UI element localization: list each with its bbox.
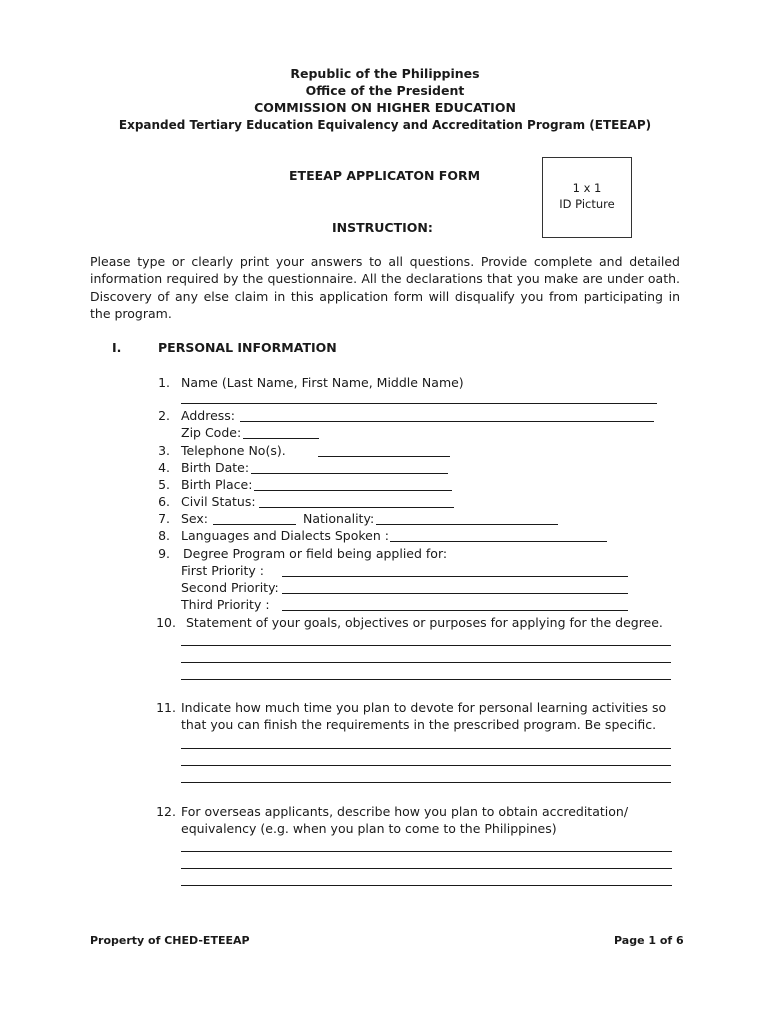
civil-status-label: Civil Status:: [181, 494, 256, 509]
item-number: 3.: [158, 443, 170, 458]
overseas-label-line1: For overseas applicants, describe how you plan to obtain accreditation/: [181, 804, 629, 819]
third-priority-label: Third Priority :: [181, 597, 270, 612]
section-roman: I.: [112, 340, 122, 355]
birth-date-label: Birth Date:: [181, 460, 250, 475]
form-title: ETEEAP APPLICATON FORM: [289, 168, 481, 183]
item-number: 11.: [156, 700, 176, 715]
footer-page-number: Page 1 of 6: [614, 934, 684, 947]
statement-field-line[interactable]: [181, 662, 671, 663]
statement-field-line[interactable]: [181, 679, 671, 680]
sex-label: Sex:: [181, 511, 209, 526]
birth-date-field[interactable]: [251, 473, 448, 474]
telephone-field[interactable]: [318, 456, 450, 457]
name-field[interactable]: [181, 403, 657, 404]
zip-label: Zip Code:: [181, 425, 242, 440]
time-label-line1: Indicate how much time you plan to devote for personal learning activities so: [181, 700, 667, 715]
header-republic: Republic of the Philippines: [290, 66, 480, 81]
telephone-label: Telephone No(s).: [181, 443, 286, 458]
overseas-field-line[interactable]: [181, 868, 672, 869]
header-commission: COMMISSION ON HIGHER EDUCATION: [254, 100, 516, 115]
item-number: 5.: [158, 477, 170, 492]
first-priority-field[interactable]: [282, 576, 628, 577]
address-field[interactable]: [240, 421, 654, 422]
overseas-label-line2: equivalency (e.g. when you plan to come to the Philippines): [181, 821, 557, 836]
degree-label: Degree Program or field being applied for:: [183, 546, 448, 561]
address-label: Address:: [181, 408, 235, 423]
second-priority-field[interactable]: [282, 593, 628, 594]
id-picture-size: 1 x 1: [572, 181, 602, 195]
item-number: 12.: [156, 804, 176, 819]
instruction-text: Please type or clearly print your answers to all questions. Provide complete and detailed information required by the questionnaire. All the declarations that you make are under oath. Discovery of any else claim in this application form will disqualify you from participating in the program.: [90, 254, 680, 321]
section-title: PERSONAL INFORMATION: [158, 340, 337, 355]
item-number: 6.: [158, 494, 170, 509]
item-number: 4.: [158, 460, 170, 475]
time-label-line2: that you can finish the requirements in the prescribed program. Be specific.: [181, 717, 657, 732]
birth-place-label: Birth Place:: [181, 477, 253, 492]
item-number: 9.: [158, 546, 170, 561]
footer-property: Property of CHED-ETEEAP: [90, 934, 250, 947]
item-number: 2.: [158, 408, 170, 423]
nationality-label: Nationality:: [303, 511, 375, 526]
zip-field[interactable]: [243, 438, 319, 439]
time-field-line[interactable]: [181, 748, 671, 749]
time-field-line[interactable]: [181, 765, 671, 766]
item-number: 1.: [158, 375, 170, 390]
languages-label: Languages and Dialects Spoken :: [181, 528, 389, 543]
second-priority-label: Second Priority:: [181, 580, 279, 595]
statement-field-line[interactable]: [181, 645, 671, 646]
statement-label: Statement of your goals, objectives or purposes for applying for the degree.: [186, 615, 663, 630]
item-number: 7.: [158, 511, 170, 526]
first-priority-label: First Priority :: [181, 563, 264, 578]
languages-field[interactable]: [390, 541, 607, 542]
third-priority-field[interactable]: [282, 610, 628, 611]
nationality-field[interactable]: [376, 524, 558, 525]
item-number: 10.: [156, 615, 176, 630]
item-number: 8.: [158, 528, 170, 543]
id-picture-box: [542, 157, 632, 238]
id-picture-label: ID Picture: [559, 197, 615, 211]
overseas-field-line[interactable]: [181, 885, 672, 886]
birth-place-field[interactable]: [254, 490, 452, 491]
sex-field[interactable]: [213, 524, 296, 525]
header-office: Office of the President: [305, 83, 465, 98]
civil-status-field[interactable]: [259, 507, 454, 508]
overseas-field-line[interactable]: [181, 851, 672, 852]
name-label: Name (Last Name, First Name, Middle Name): [181, 375, 464, 390]
time-field-line[interactable]: [181, 782, 671, 783]
header-program: Expanded Tertiary Education Equivalency and Accreditation Program (ETEEAP): [118, 118, 652, 132]
instruction-heading: INSTRUCTION:: [332, 220, 433, 235]
